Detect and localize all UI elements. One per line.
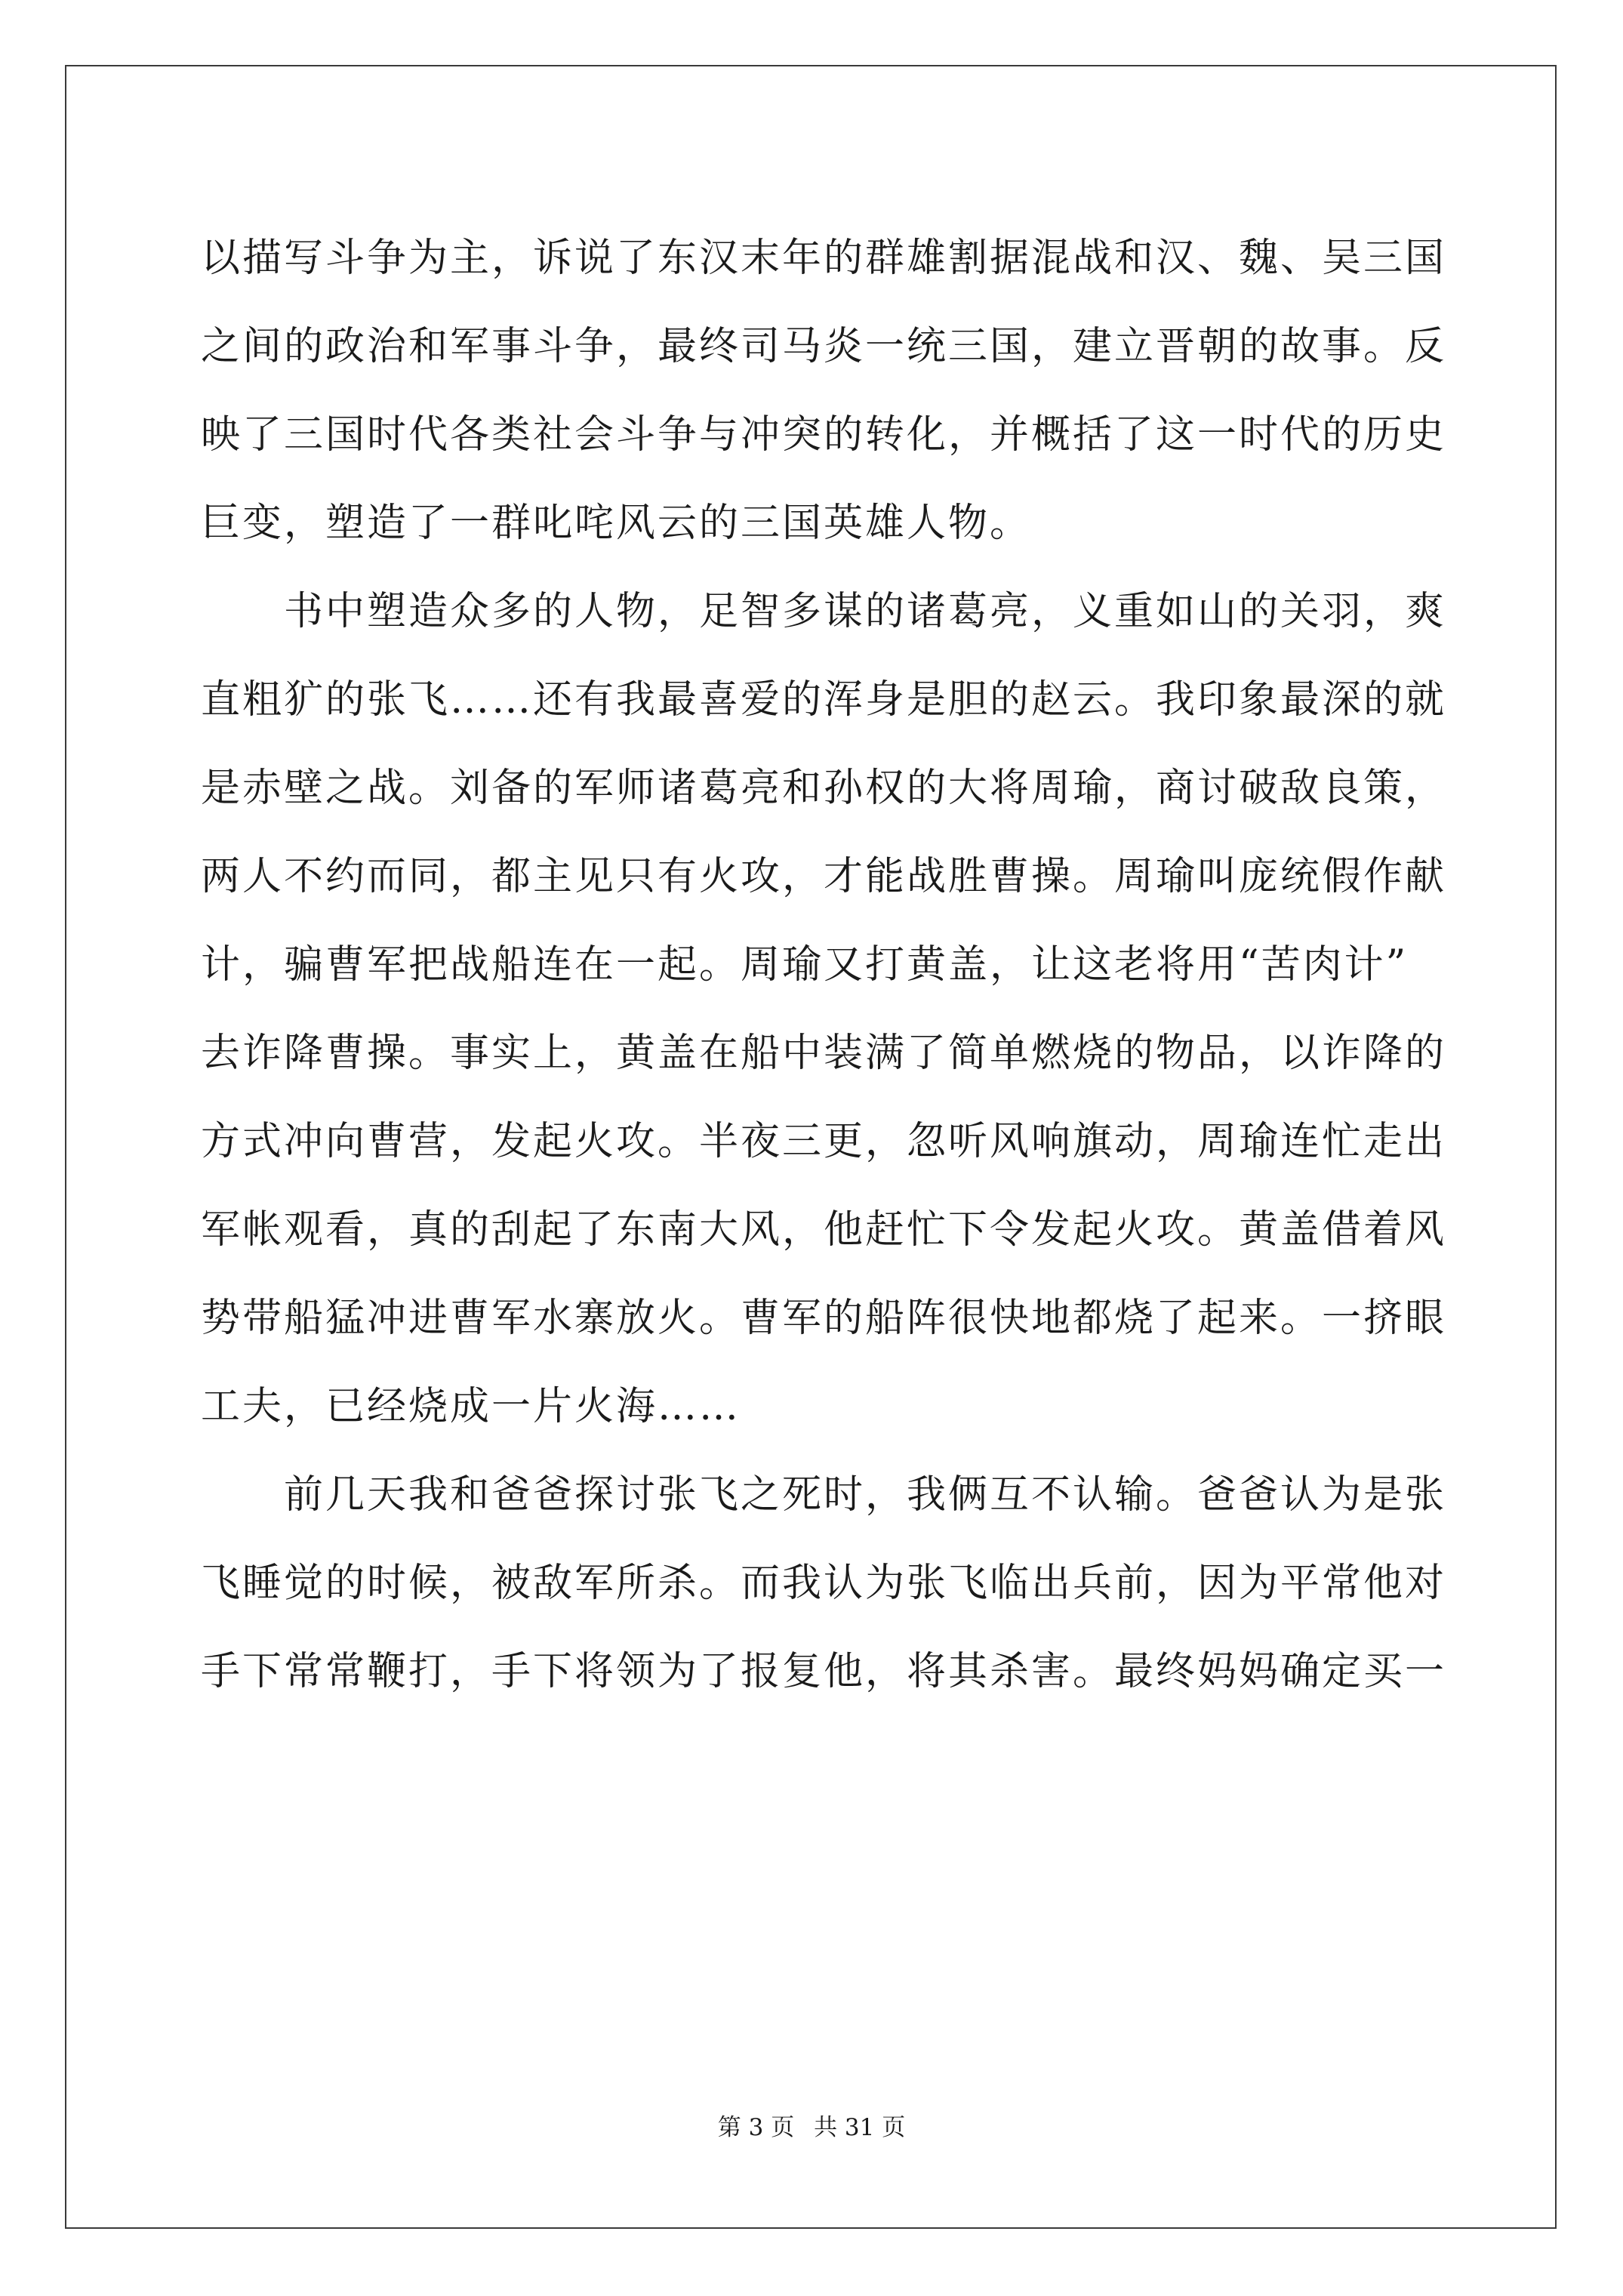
- page-footer: [0, 2108, 1623, 2142]
- text-line: 飞睡觉的时候，被敌军所杀。而我认为张飞临出兵前，因为平常他对: [201, 1561, 1447, 1606]
- text-line: 巨变，塑造了一群叱咤风云的三国英雄人物。: [201, 501, 1032, 546]
- text-line: 手下常常鞭打，手下将领为了报复他，将其杀害。最终妈妈确定买一: [201, 1649, 1447, 1694]
- page-total: 共 31 页: [814, 2114, 906, 2141]
- text-line: 之间的政治和军事斗争，最终司马炎一统三国，建立晋朝的故事。反: [201, 324, 1447, 369]
- paragraph-start-line: 书中塑造众多的人物，足智多谋的诸葛亮，义重如山的关羽，爽: [201, 589, 1447, 634]
- text-line: 军帐观看，真的刮起了东南大风，他赶忙下令发起火攻。黄盖借着风: [201, 1207, 1447, 1253]
- text-line: 映了三国时代各类社会斗争与冲突的转化，并概括了这一时代的历史: [201, 412, 1447, 458]
- text-line: 直粗犷的张飞……还有我最喜爱的浑身是胆的赵云。我印象最深的就: [201, 677, 1447, 723]
- document-body: [201, 214, 1447, 1716]
- text-line: 以描写斗争为主，诉说了东汉末年的群雄割据混战和汉、魏、吴三国: [201, 236, 1447, 281]
- text-line: 计，骗曹军把战船连在一起。周瑜又打黄盖，让这老将用“苦肉计”: [201, 942, 1409, 988]
- text-line: 方式冲向曹营，发起火攻。半夜三更，忽听风响旗动，周瑜连忙走出: [201, 1119, 1447, 1164]
- paragraph-start-line: 前几天我和爸爸探讨张飞之死时，我俩互不认输。爸爸认为是张: [201, 1472, 1447, 1518]
- text-line: 是赤壁之战。刘备的军师诸葛亮和孙权的大将周瑜，商讨破敌良策，: [201, 766, 1447, 811]
- text-line: 工夫，已经烧成一片火海……: [201, 1384, 741, 1429]
- page-number: 第 3 页: [717, 2114, 795, 2141]
- text-line: 势带船猛冲进曹军水寨放火。曹军的船阵很快地都烧了起来。一挤眼: [201, 1296, 1447, 1341]
- text-line: 去诈降曹操。事实上，黄盖在船中装满了简单燃烧的物品，以诈降的: [201, 1031, 1447, 1076]
- text-line: 两人不约而同，都主见只有火攻，才能战胜曹操。周瑜叫庞统假作献: [201, 854, 1447, 899]
